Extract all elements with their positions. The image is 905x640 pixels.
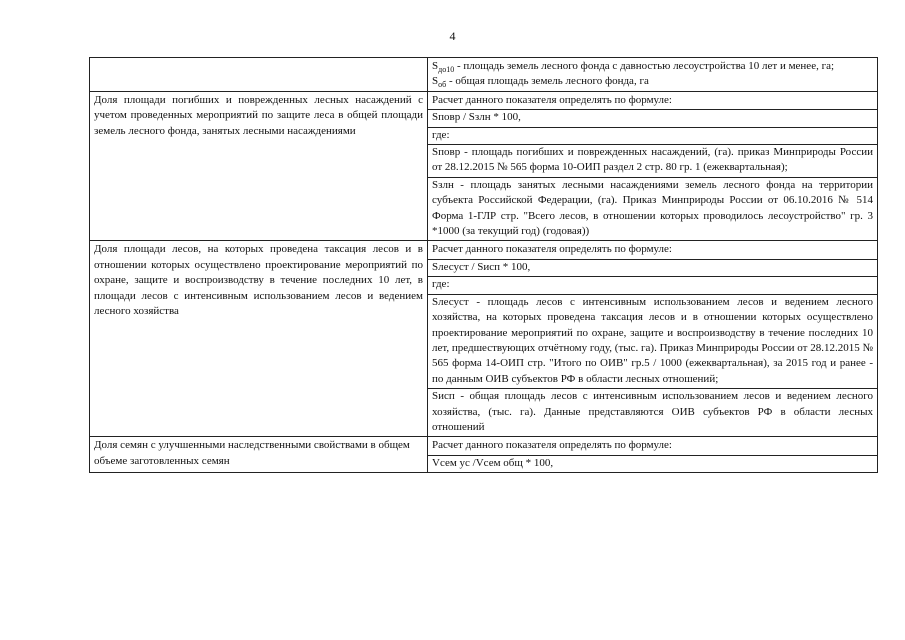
formula-intro: Расчет данного показателя определять по формуле: — [432, 439, 672, 452]
definition-text: $S_{об}$ - общая площадь земель лесного фонда, га — [432, 75, 649, 90]
table-row — [90, 437, 878, 473]
formula-cell — [428, 58, 878, 92]
indicators-table — [89, 57, 878, 473]
table-row — [90, 241, 878, 437]
indicator-text: Доля семян с улучшенными наследственными свойствами в общем объеме заготовленных семян — [94, 439, 410, 467]
formula-intro: Расчет данного показателя определять по формуле: — [432, 93, 672, 106]
page-number: 4 — [449, 29, 456, 43]
definition-text: Sлесуст - площадь лесов с интенсивным использованием лесов и ведением лесного хозяйства, на которых проведена таксация лесов и в отношении которых осуществлено проектирование мероприятий по охране, защите и воспроизводству в течение последних 10 лет, предшествующих отчётному году, (тыс. га). Приказ Минприроды России от 28.12.2015 № 565 форма 14-ОИП стр. "Итого по ОИВ" гр.5 / 1000 (ежеквартальная), за 2015 год и ранее - по данным ОИВ субъектов РФ в области лесных отношений; — [428, 294, 877, 387]
definition-text: Sповр - площадь погибших и поврежденных насаждений, (га). приказ Минприроды России от 28.12.2015 № 565 форма 10-ОИП раздел 2 стр. 80 гр. 1 (ежеквартальная); — [428, 144, 877, 176]
indicator-text: Доля площади погибших и поврежденных лесных насаждений с учетом проведенных мероприятий по защите леса в общей площади земель лесного фонда, занятых лесными насаждениями — [94, 93, 423, 137]
indicator-text: Доля площади лесов, на которых проведена таксация лесов и в отношении которых осуществлено проектирование мероприятий по охране, защите и воспроизводству в течение последних 10 лет, в площади лесов с интенсивным использованием лесов и ведением лесного хозяйства — [94, 243, 423, 318]
formula-expression: Sповр / Sзлн * 100, — [428, 109, 877, 125]
indicator-cell — [90, 437, 428, 473]
table-row — [90, 91, 878, 241]
definition-text: Sзлн - площадь занятых лесными насаждениями земель лесного фонда на территории субъекта Российской Федерации, (га). Приказ Минприроды России от 06.10.2016 № 514 Форма 1-ГЛР стр. "Всего лесов, в отношении которых проводилось лесоустройство" гр. 3 *1000 (за текущий год) (годовая)) — [428, 177, 877, 240]
formula-where: где: — [428, 127, 877, 143]
formula-cell — [428, 91, 878, 241]
formula-expression: Sлесуст / Sисп * 100, — [428, 259, 877, 275]
formula-intro: Расчет данного показателя определять по формуле: — [432, 243, 672, 256]
indicator-cell — [90, 91, 428, 241]
definition-text: $S_{до10}$ - площадь земель лесного фонда с давностью лесоустройства 10 лет и менее, га; — [432, 60, 835, 75]
indicator-cell — [90, 58, 428, 92]
definition-text: Sисп - общая площадь лесов с интенсивным использованием лесов и ведением лесного хозяйства, (тыс. га). Данные представляются ОИВ субъектов РФ в области лесных отношений — [428, 388, 877, 435]
formula-where: где: — [428, 276, 877, 292]
indicator-cell — [90, 241, 428, 437]
formula-cell — [428, 437, 878, 473]
table-row — [90, 58, 878, 92]
formula-cell — [428, 241, 878, 437]
formula-expression: Vсем ус /Vсем общ * 100, — [428, 455, 877, 471]
